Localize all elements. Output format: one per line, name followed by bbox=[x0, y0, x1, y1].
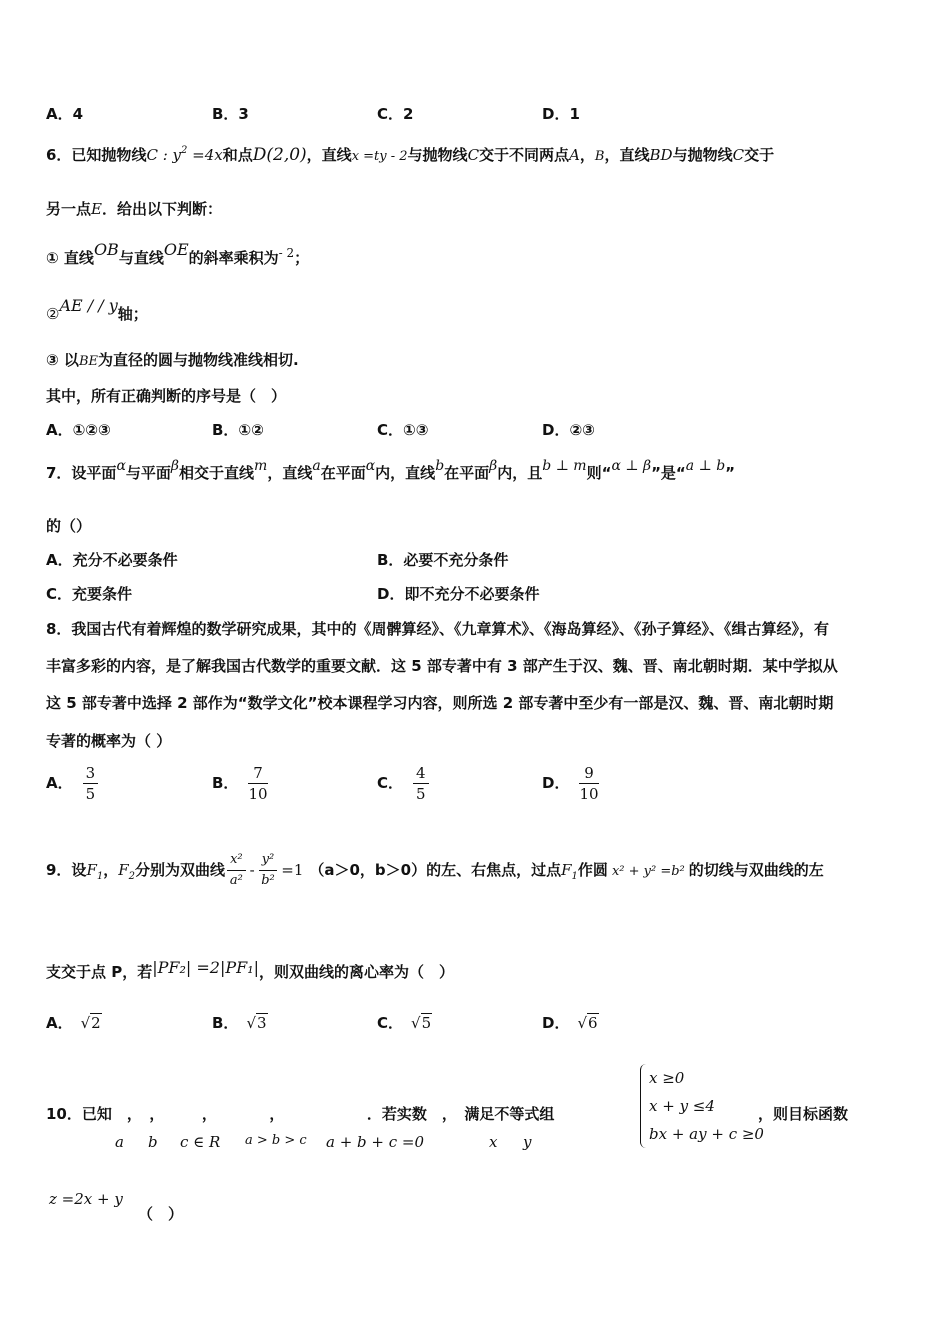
math: x =ty - 2 bbox=[351, 149, 408, 164]
option-label: D． bbox=[542, 774, 570, 792]
text: ” bbox=[725, 464, 736, 482]
text: ，则双曲线的离心率为（ ） bbox=[259, 963, 455, 981]
math: |PF₂| =2|PF₁| bbox=[152, 958, 260, 977]
text: 的切线与双曲线的左 bbox=[688, 861, 824, 879]
q10-math-a: a bbox=[115, 1133, 124, 1151]
math: β bbox=[170, 458, 180, 474]
option-label: C． bbox=[377, 1014, 404, 1032]
sqrt: √2 bbox=[80, 1014, 101, 1032]
q8-stem-line2: 丰富多彩的内容，是了解我国古代数学的重要文献．这 5 部专著中有 3 部产生于汉、魏、晋、南北朝时期．某中学拟从 bbox=[46, 657, 838, 675]
fraction: $\frac{4}{5}$ bbox=[413, 763, 429, 804]
q6-option-d: D．②③ bbox=[542, 421, 595, 439]
math: B bbox=[594, 149, 605, 164]
q9-stem-line2 bbox=[46, 958, 454, 982]
fraction-x2-a2: $\frac{\text{x²}}{\text{a²}}$ bbox=[227, 850, 246, 891]
text: ，直线 bbox=[306, 146, 352, 164]
math: =1 bbox=[281, 861, 304, 879]
math: OB bbox=[93, 240, 119, 259]
math: C bbox=[732, 146, 745, 164]
math: C bbox=[467, 146, 480, 164]
q8-stem-line1: 8．我国古代有着辉煌的数学研究成果，其中的《周髀算经》、《九章算术》、《海岛算经》、《孙子算经》、《缉古算经》，有 bbox=[46, 620, 829, 638]
q7-stem-line2: 的（） bbox=[46, 517, 92, 535]
math: α ⊥ β bbox=[611, 458, 652, 474]
fraction-y2-b2: $\frac{\text{y²}}{\text{b²}}$ bbox=[259, 850, 278, 891]
text: ② bbox=[46, 305, 60, 323]
q5-option-a: A．4 bbox=[46, 105, 84, 123]
q10-math-y: y bbox=[523, 1133, 532, 1151]
q8-stem-line4: 专著的概率为（ ） bbox=[46, 732, 172, 750]
q10-inequality-system bbox=[640, 1064, 764, 1148]
math: E bbox=[91, 200, 102, 218]
q8-option-b bbox=[212, 763, 268, 804]
text: ① 直线 bbox=[46, 249, 94, 267]
q6-judgement-3 bbox=[46, 349, 299, 370]
text: ； bbox=[294, 249, 310, 267]
q10-stem-line1-left: 10．已知 ， ， ， ， ．若实数 ， 满足不等式组 bbox=[46, 1105, 555, 1123]
q8-option-c bbox=[377, 763, 429, 804]
math: $F_1$ bbox=[561, 861, 578, 882]
q9-option-d bbox=[542, 1012, 599, 1033]
option-label: B． bbox=[212, 1014, 239, 1032]
fraction: $\frac{7}{10}$ bbox=[248, 764, 268, 803]
math: m bbox=[254, 458, 268, 474]
q7-option-b: B．必要不充分条件 bbox=[377, 551, 509, 569]
q10-math-a-gt-b-gt-c: a > b > c bbox=[245, 1133, 307, 1148]
text: ，直线 bbox=[604, 146, 650, 164]
math: β bbox=[489, 458, 498, 474]
math: $F_2$ bbox=[118, 861, 136, 882]
text: 相交于直线 bbox=[179, 464, 255, 482]
q7-stem-line1 bbox=[46, 458, 735, 483]
q8-option-d bbox=[542, 763, 599, 804]
math: α bbox=[365, 458, 376, 474]
inequality-2: x + y ≤4 bbox=[649, 1097, 715, 1115]
q7-option-d: D．即不充分不必要条件 bbox=[377, 585, 540, 603]
option-label: A． bbox=[46, 774, 73, 792]
math: x² + y² =b² bbox=[611, 864, 685, 879]
q9-option-c bbox=[377, 1012, 432, 1033]
text: 支交于点 P，若 bbox=[46, 963, 153, 981]
text: 为直径的圆与抛物线准线相切. bbox=[97, 351, 299, 369]
math: b ⊥ m bbox=[542, 458, 587, 474]
fraction: $\frac{9}{10}$ bbox=[579, 764, 599, 803]
text: 9．设 bbox=[46, 861, 87, 879]
q8-stem-line3: 这 5 部专著中选择 2 部作为“数学文化”校本课程学习内容，则所选 2 部专著中至少有一部是汉、魏、晋、南北朝时期 bbox=[46, 694, 834, 712]
q8-option-a bbox=[46, 763, 98, 804]
q10-math-x: x bbox=[489, 1133, 498, 1151]
math: D(2,0) bbox=[252, 145, 307, 165]
option-label: D． bbox=[542, 1014, 570, 1032]
math: - 2 bbox=[278, 246, 295, 260]
option-label: A． bbox=[46, 1014, 73, 1032]
math: AE / / y bbox=[59, 296, 118, 315]
q6-option-b: B．①② bbox=[212, 421, 264, 439]
fraction: $\frac{3}{5}$ bbox=[83, 763, 99, 804]
q10-stem-line1-right: ，则目标函数 bbox=[758, 1105, 849, 1123]
math: A bbox=[569, 146, 580, 164]
q6-judgement-1 bbox=[46, 240, 309, 268]
q10-answer-paren: （ ） bbox=[138, 1205, 184, 1223]
q6-option-c: C．①③ bbox=[377, 421, 429, 439]
text: 轴； bbox=[117, 305, 148, 323]
text: ③ 以 bbox=[46, 351, 79, 369]
math: a bbox=[312, 458, 321, 474]
math: $F_1$ bbox=[86, 861, 104, 882]
text: 与抛物线 bbox=[407, 146, 468, 164]
q9-option-b bbox=[212, 1012, 268, 1033]
text: 分别为双曲线 bbox=[135, 861, 226, 879]
q6-option-a: A．①②③ bbox=[46, 421, 111, 439]
math: BE bbox=[78, 354, 98, 369]
text: 在平面 bbox=[320, 464, 366, 482]
q9-stem-line1 bbox=[46, 850, 824, 891]
text: ．给出以下判断： bbox=[101, 200, 222, 218]
text: 6．已知抛物线 bbox=[46, 146, 147, 164]
q10-math-sum-zero: a + b + c =0 bbox=[326, 1133, 425, 1151]
text: 在平面 bbox=[444, 464, 490, 482]
q6-judgement-2 bbox=[46, 296, 148, 324]
math: α bbox=[116, 458, 126, 474]
q6-stem-line2 bbox=[46, 198, 222, 219]
text: ， bbox=[103, 861, 119, 879]
text: 另一点 bbox=[46, 200, 92, 218]
text: 与直线 bbox=[118, 249, 164, 267]
text: 7．设平面 bbox=[46, 464, 117, 482]
q5-option-b: B．3 bbox=[212, 105, 249, 123]
text: 与平面 bbox=[125, 464, 171, 482]
q9-option-a bbox=[46, 1012, 102, 1033]
q10-objective-function: z =2x + y bbox=[49, 1190, 123, 1208]
text: ， bbox=[579, 146, 595, 164]
text: ，直线 bbox=[267, 464, 313, 482]
text: 和点 bbox=[222, 146, 253, 164]
math: - bbox=[249, 861, 255, 879]
option-label: B． bbox=[212, 774, 239, 792]
text: 与抛物线 bbox=[672, 146, 733, 164]
math: a ⊥ b bbox=[685, 458, 726, 474]
sqrt: √3 bbox=[246, 1014, 267, 1032]
q5-option-c: C．2 bbox=[377, 105, 414, 123]
q7-option-c: C．充要条件 bbox=[46, 585, 133, 603]
math: OE bbox=[163, 240, 189, 259]
text: （a＞0，b＞0）的左、右焦点，过点 bbox=[309, 861, 562, 879]
text: 内，直线 bbox=[375, 464, 436, 482]
text: 交于不同两点 bbox=[479, 146, 570, 164]
q10-math-b: b bbox=[148, 1133, 158, 1151]
q7-option-a: A．充分不必要条件 bbox=[46, 551, 178, 569]
math: BD bbox=[649, 146, 673, 164]
math: b bbox=[435, 458, 445, 474]
text: 的斜率乘积为 bbox=[188, 249, 279, 267]
text: 交于 bbox=[744, 146, 775, 164]
q6-question: 其中，所有正确判断的序号是（ ） bbox=[46, 387, 287, 405]
option-label: C． bbox=[377, 774, 404, 792]
sqrt: √5 bbox=[411, 1014, 432, 1032]
text: 内，且 bbox=[497, 464, 543, 482]
q10-math-c-in-r: c ∈ R bbox=[180, 1133, 221, 1151]
text: 则“ bbox=[586, 464, 612, 482]
inequality-3: bx + ay + c ≥0 bbox=[649, 1125, 764, 1143]
math: C : $y^2 =4x$ bbox=[146, 145, 223, 164]
q5-option-d: D．1 bbox=[542, 105, 580, 123]
inequality-1: x ≥0 bbox=[649, 1069, 685, 1087]
text: ”是“ bbox=[651, 464, 686, 482]
sqrt: √6 bbox=[577, 1014, 598, 1032]
text: 作圆 bbox=[577, 861, 608, 879]
q6-stem-line1 bbox=[46, 144, 774, 165]
